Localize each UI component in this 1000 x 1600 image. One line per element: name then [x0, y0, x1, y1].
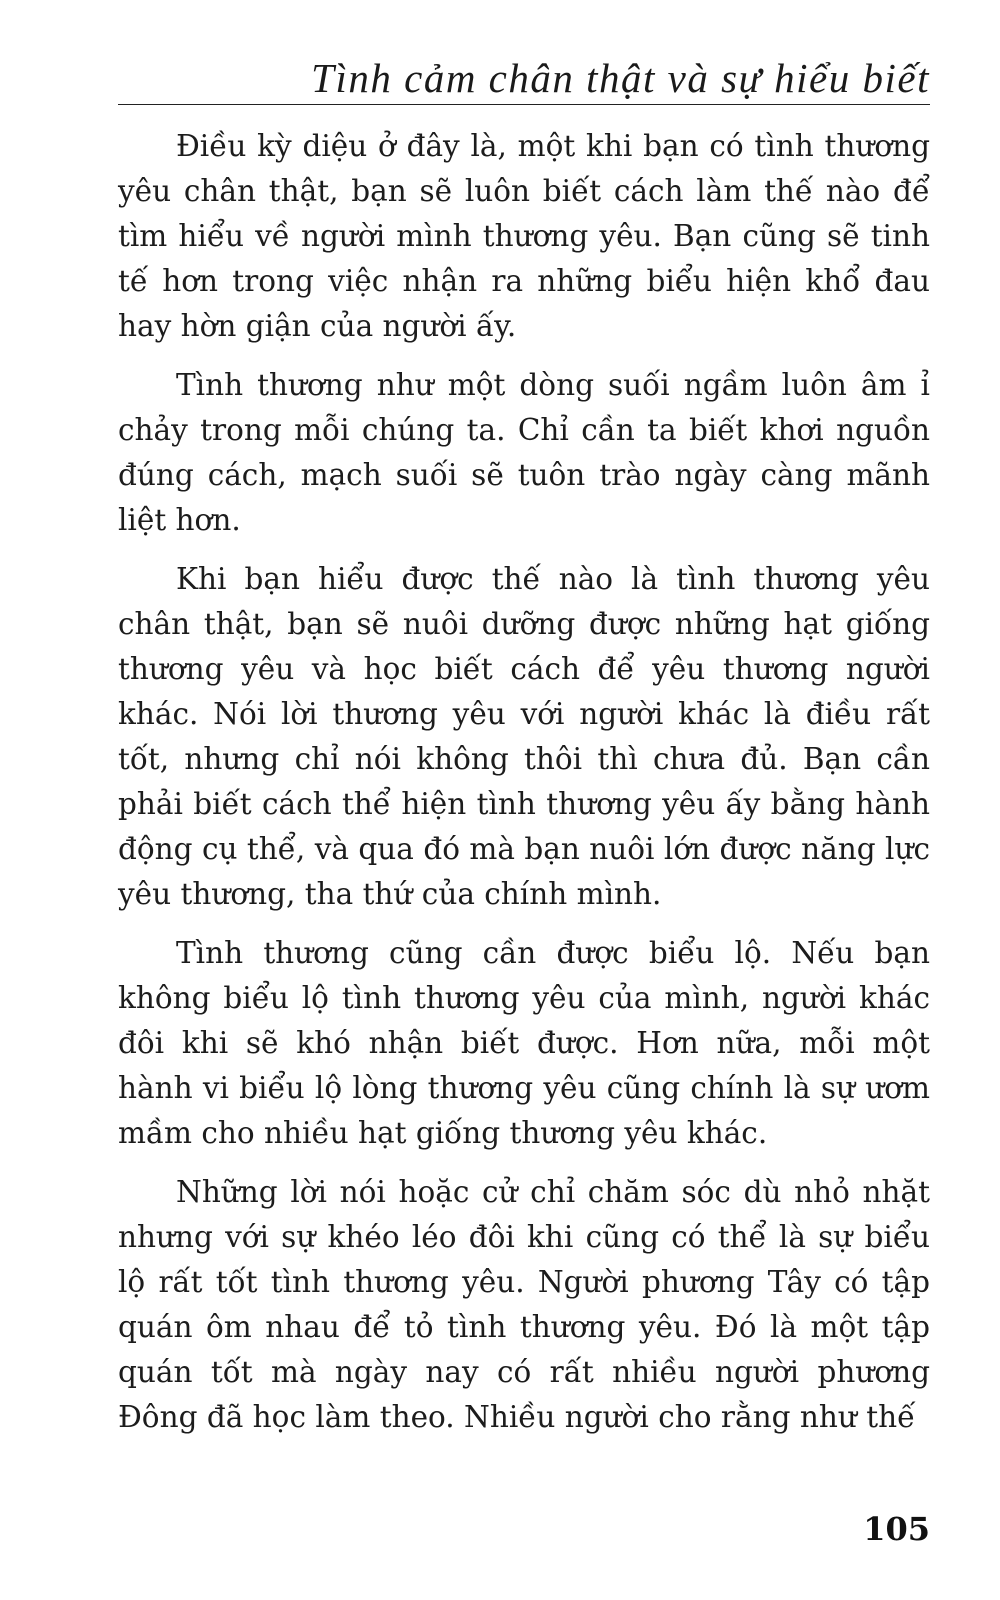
- paragraph-4: Tình thương cũng cần được biểu lộ. Nếu bạn không biểu lộ tình thương yêu của mình, người khác đôi khi sẽ khó nhận biết được. Hơn nữa, mỗi một hành vi biểu lộ lòng thương yêu cũng chính là sự ươm mầm cho nhiều hạt giống thương yêu khác.: [118, 936, 930, 1150]
- running-header-title: Tình cảm chân thật và sự hiểu biết: [311, 55, 930, 101]
- paragraph-1: Điều kỳ diệu ở đây là, một khi bạn có tình thương yêu chân thật, bạn sẽ luôn biết cách làm thế nào để tìm hiểu về người mình thương yêu. Bạn cũng sẽ tinh tế hơn trong việc nhận ra những biểu hiện khổ đau hay hờn giận của người ấy.: [118, 129, 930, 343]
- running-header: [118, 52, 930, 105]
- paragraph-3: Khi bạn hiểu được thế nào là tình thương yêu chân thật, bạn sẽ nuôi dưỡng được những hạt giống thương yêu và học biết cách để yêu thương người khác. Nói lời thương yêu với người khác là điều rất tốt, nhưng chỉ nói không thôi thì chưa đủ. Bạn cần phải biết cách thể hiện tình thương yêu ấy bằng hành động cụ thể, và qua đó mà bạn nuôi lớn được năng lực yêu thương, tha thứ của chính mình.: [118, 562, 930, 911]
- paragraph-2: Tình thương như một dòng suối ngầm luôn âm ỉ chảy trong mỗi chúng ta. Chỉ cần ta biết khơi nguồn đúng cách, mạch suối sẽ tuôn trào ngày càng mãnh liệt hơn.: [118, 368, 930, 537]
- page-number: 105: [863, 1510, 930, 1548]
- paragraph-5: Những lời nói hoặc cử chỉ chăm sóc dù nhỏ nhặt nhưng với sự khéo léo đôi khi cũng có thể là sự biểu lộ rất tốt tình thương yêu. Người phương Tây có tập quán ôm nhau để tỏ tình thương yêu. Đó là một tập quán tốt mà ngày nay có rất nhiều người phương Đông đã học làm theo. Nhiều người cho rằng như thế: [118, 1175, 930, 1434]
- page-body: [118, 124, 930, 1454]
